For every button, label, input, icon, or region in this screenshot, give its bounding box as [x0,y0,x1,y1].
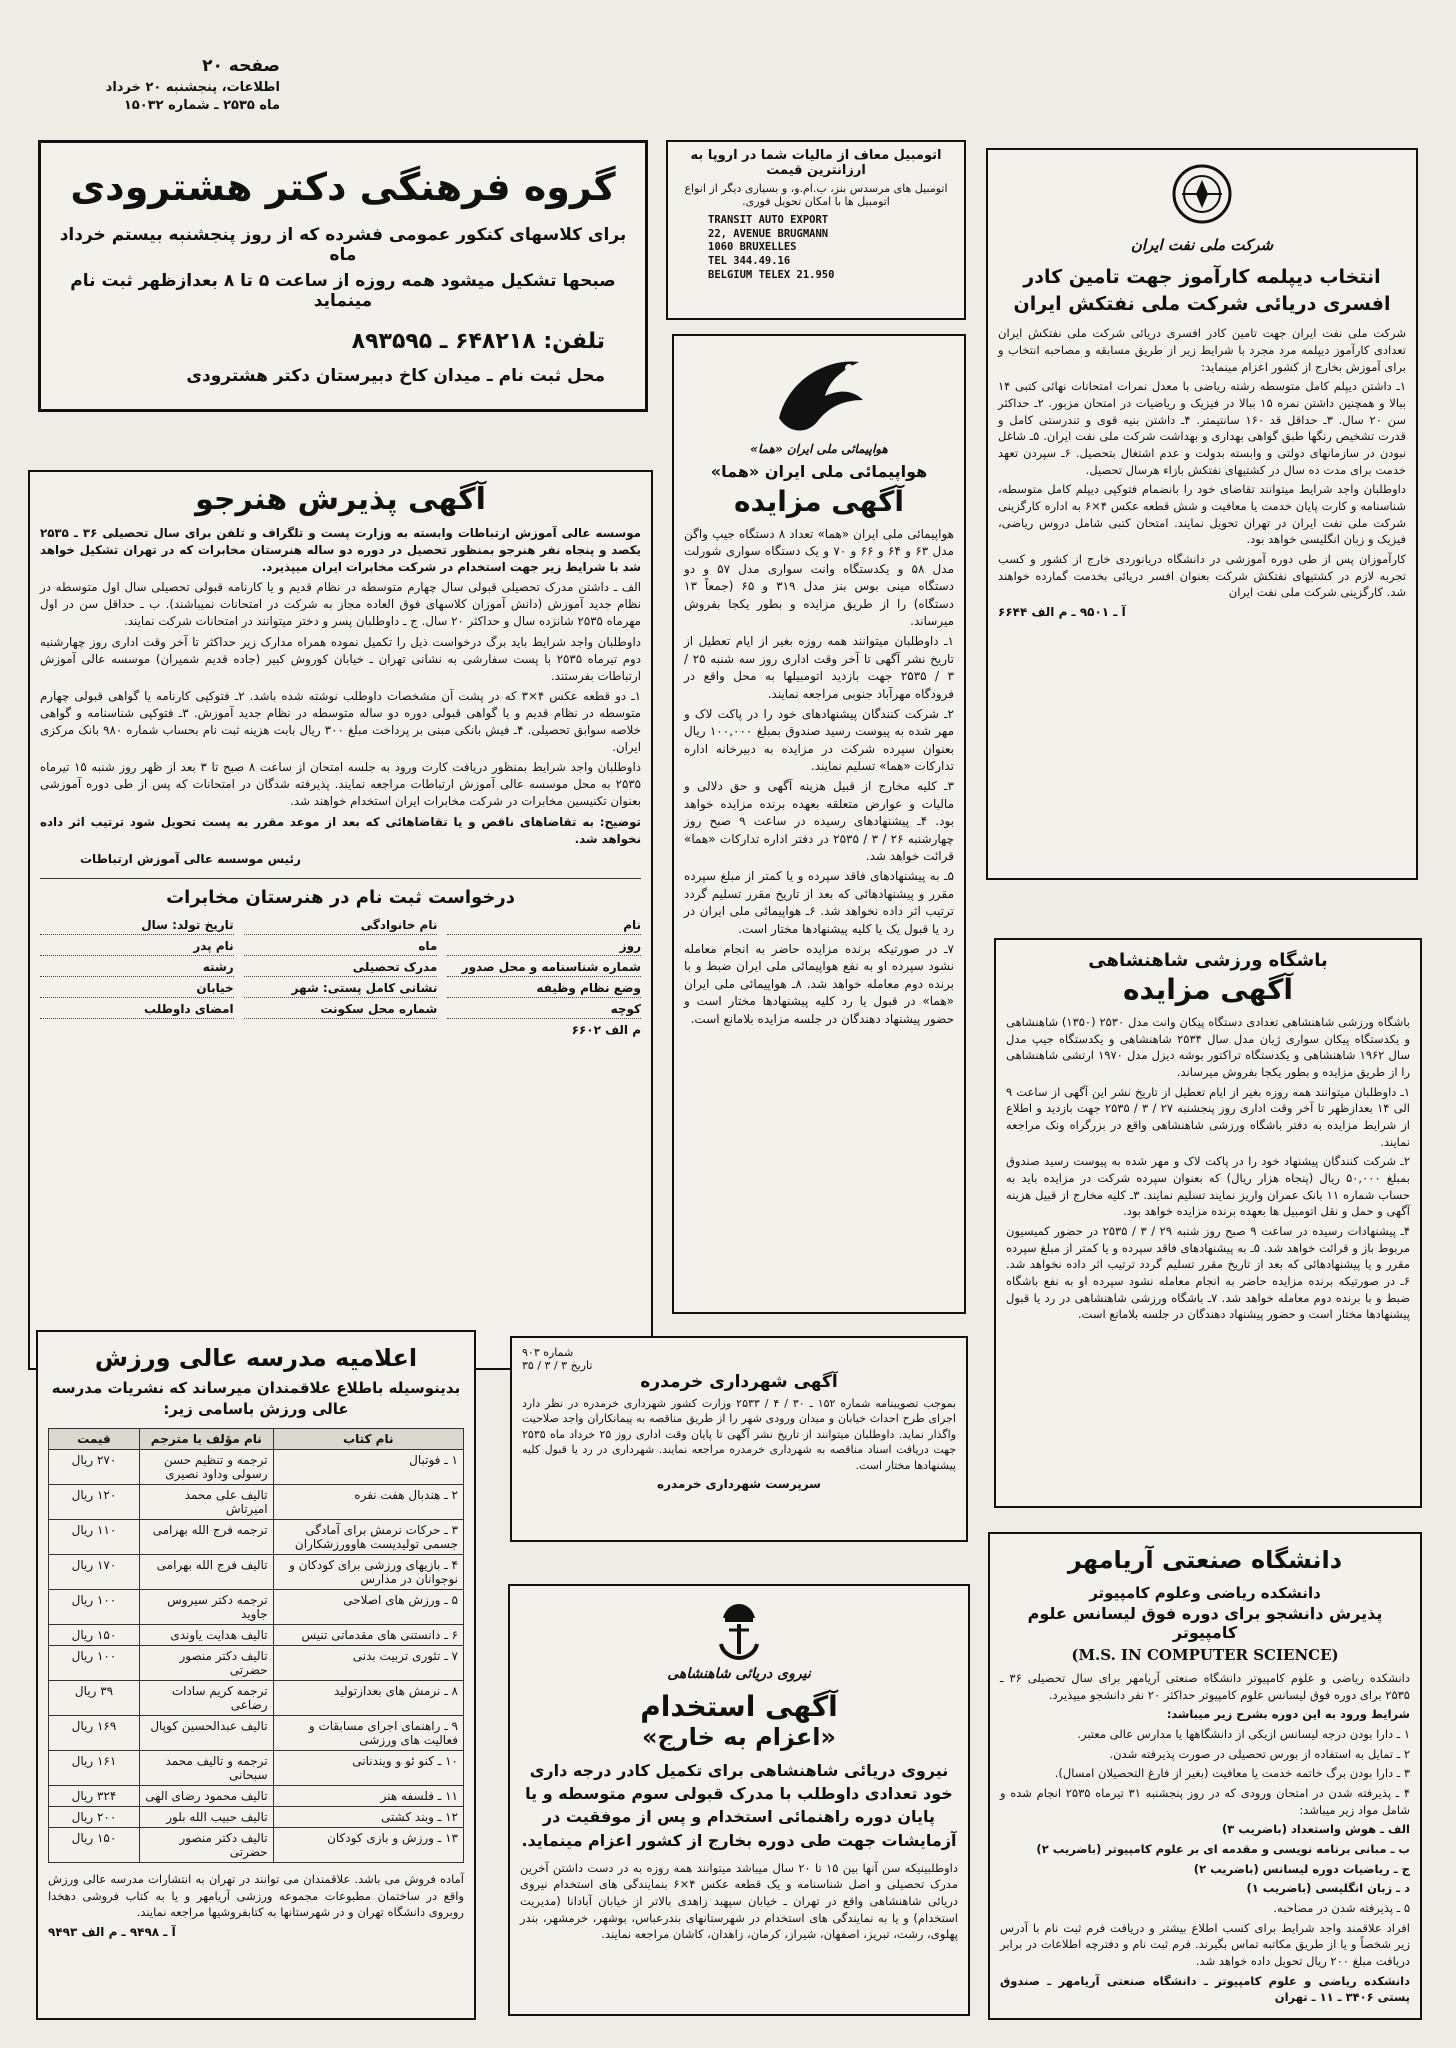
book-author: ترجمه کریم سادات رضاعی [140,1681,274,1716]
honarjoo-title: آگهی پذیرش هنرجو [195,482,486,517]
aryamehr-cond: ۲ ـ تمایل به استفاده از بورس تحصیلی در صورت پذیرفته شدن. [1109,1746,1410,1761]
navy-emblem-caption: نیروی دریائی شاهنشاهی [667,1666,811,1682]
auto-addr-line: BELGIUM TELEX 21.950 [708,268,835,281]
aryamehr-subject: الف ـ هوش واستعداد (باضریب ۳) [1222,1822,1410,1837]
aryamehr-title: دانشگاه صنعتی آریامهر [1067,1546,1343,1574]
oil-body: کارآموزان پس از طی دوره آموزشی در دانشگاه دریانوردی خارج از کشور و کسب تجربه لازم در کشتیهای نفتکش شرکت بعنوان افسر دریائی بخدمت گمارده خواهند شد. کارگزینی شرکت ملی نفت ایران [998,551,1406,600]
book-price: ۱۷۰ ریال [49,1555,140,1590]
form-field-month: ماه [244,939,438,956]
hashtroudi-address: محل ثبت نام ـ میدان کاخ دبیرستان دکتر هشترودی [186,366,605,386]
form-ref: م الف ۶۶۰۲ [571,1022,641,1037]
book-name: ۴ ـ بازیهای ورزشی برای کودکان و نوجوانان در مدارس [273,1555,463,1590]
aryamehr-cond: ۴ ـ پذیرفته شدن در امتحان ورودی که در روز پنجشنبه ۳۱ تیرماه ۲۵۳۵ انجام شده و شامل مواد زیر میباشد: [1000,1786,1410,1817]
aryamehr-university-ad [988,1532,1422,2020]
books-table-body [49,1450,464,1863]
book-author: تالیف عبدالحسین کوپال [140,1716,274,1751]
book-price: ۱۵۰ ریال [49,1625,140,1646]
homa-heading: هواپیمائی ملی ایران «هما» [710,462,928,481]
navy-body: داوطلبینیکه سن آنها بین ۱۵ تا ۲۰ سال میباشد میتوانند همه روزه به در دست داشتن آخرین مدرک تحصیلی و اصل شناسنامه و یک قطعه عکس ۴×۶ بنمایندگی های استخدام نیروی دریائی شاهنشاهی واقع در تهران ـ خیابان سپهبد زاهدی بالاتر از خیابان آبادانا (مدیریت استخدام) و یا به نمایندگی های استخدام در شهرستانهای بندرعباس، بوشهر، خرمشهر، بندر پهلوی، رشت، تبریز، اصفهان، شیراز، کرمان، زاهدان، کاشان مراجعه نمایند. [520,1860,958,1942]
book-author: ترجمه دکتر سیروس جاوید [140,1590,274,1625]
form-field-signature: امضای داوطلب [40,1002,234,1019]
oil-body: داوطلبان واجد شرایط میتوانند تقاضای خود را بانضمام فتوکپی دیپلم کامل متوسطه، شناسنامه و کارت پایان خدمت یا معافیت و شش قطعه عکس ۴×۶ به اداره کارگزینی شرکت ملی نفت ایران در تهران تحویل نمایند. امتحان کتبی شامل دروس ریاضی، فیزیک و زبان انگلیسی خواهد بود. [998,482,1406,547]
auto-addr-line: TRANSIT AUTO EXPORT [708,214,829,226]
aryamehr-cond: ۱ ـ دارا بودن درجه لیسانس ازیکی از دانشگاهها یا مدارس عالی معتبر. [1077,1727,1410,1742]
honarjoo-body: داوطلبان واجد شرایط باید برگ درخواست ذیل را تکمیل نموده همراه مدارک زیر حداکثر تا آخر وقت اداری روز چهارشنبه دوم تیرماه ۲۵۳۵ با پست سفارشی به نشانی تهران ـ خیابان کوروش کبیر (جاده قدیم شمیران) موسسه عالی آموزش ارتباطات بفرستند. [40,634,641,683]
book-price: ۳۲۴ ریال [49,1786,140,1807]
book-author: تالیف دکتر منصور حضرتی [140,1646,274,1681]
book-name: ۸ ـ نرمش های بعدازتولید [273,1681,463,1716]
aryamehr-intro: دانشکده ریاضی و علوم کامپیوتر دانشگاه صنعتی آریامهر برای سال تحصیلی ۳۶ ـ ۲۵۳۵ برای دوره فوق لیسانس علوم کامپیوتر حداکثر ۲۰ نفر دانشجو میپذیرد. [1000,1671,1410,1702]
hashtroudi-line2: صبحها تشکیل میشود همه روزه از ساعت ۵ تا ۸ بعدازظهر ثبت نام مینماید [70,271,616,311]
khorramdareh-date: تاریخ ۳ / ۳ / ۳۵ [522,1359,593,1372]
form-field-father: نام پدر [40,939,234,956]
homa-body: ۱ـ داوطلبان میتوانند همه روزه بغیر از ایام تعطیل از تاریخ نشر آگهی تا آخر وقت اداری روز سه شنبه ۲۵ / ۳ / ۲۵۳۵ جهت بازدید اتومبیلها به محل واقع در فرودگاه مهرآباد جنوبی مراجعه نمایند. [684,634,955,701]
honarjoo-body: موسسه عالی آموزش ارتباطات وابسته به وزارت پست و تلگراف و تلفن برای سال تحصیلی ۳۶ ـ ۲۵۳۵ یکصد و پنجاه نفر هنرجو بمنظور تحصیل در دوره دو ساله هنرستان مخابرات که در تهران تشکیل خواهد شد با شرایط زیر جهت استخدام در شرکت مخابرات ایران میپذیرد. [40,526,641,575]
book-price: ۱۱۰ ریال [49,1520,140,1555]
sport-school-ref: آ ـ ۹۴۹۸ ـ م الف ۹۴۹۳ [48,1925,176,1940]
hashtroudi-line1: برای کلاسهای کنکور عمومی فشرده که از روز پنجشنبه بیستم خرداد ماه [59,225,627,265]
books-col-name: نام کتاب [273,1429,463,1450]
aryamehr-apply: افراد علاقمند واجد شرایط برای کسب اطلاع بیشتر و دریافت فرم ثبت نام با آدرس زیر شخصاً و یا از طریق مکاتبه تماس بگیرند. فرم ثبت نام و دفترچه اطلاعات در برابر دریافت مبلغ ۲۰۰ ریال تحویل داده خواهد شد. [1000,1920,1410,1969]
auto-addr-line: 22, AVENUE BRUGMANN [708,227,829,240]
oil-company-ad [986,148,1418,880]
book-author: ترجمه و تالیف محمد سبحانی [140,1751,274,1786]
oil-ref: آ ـ ۹۵۰۱ ـ م الف ۶۶۴۴ [998,604,1126,619]
book-row [49,1786,464,1807]
auto-body: اتومبیل های مرسدس بنز، ب.ام.و، و بسیاری دیگر از انواع اتومبیل ها با امکان تحویل فوری. [684,182,948,208]
sports-club-auction-ad [994,938,1422,1508]
honarjoo-note: توضیح: به تقاضاهای ناقص و یا تقاضاهائی که بعد از موعد مقرر به پست تحویل شود ترتیب اثر داده نخواهد شد. [40,814,641,846]
aryamehr-subject: د ـ زبان انگلیسی (باضریب ۱) [1246,1881,1410,1896]
khorramdareh-ad [510,1336,968,1542]
book-price: ۱۰۰ ریال [49,1646,140,1681]
aryamehr-subject: ب ـ مبانی برنامه نویسی و مقدمه ای بر علوم کامپیوتر (باضریب ۲) [1036,1842,1410,1857]
issue-line: ماه ۲۵۳۵ ـ شماره ۱۵۰۳۲ [123,98,280,114]
form-field-alley: کوچه [447,1002,641,1019]
navy-subtitle: «اعزام به خارج» [641,1723,837,1751]
book-row [49,1450,464,1485]
form-field-birth: تاریخ تولد: سال [40,918,234,935]
auto-addr-line: 1060 BRUXELLES [708,241,797,254]
form-field-address: نشانی کامل پستی: شهر [244,981,438,998]
hashtroudi-phone: تلفن: ۶۴۸۲۱۸ ـ ۸۹۳۵۹۵ [351,329,605,354]
aryamehr-cond-head: شرایط ورود به این دوره بشرح زیر میباشد: [1166,1707,1410,1722]
book-name: ۲ ـ هندبال هفت نفره [273,1485,463,1520]
books-table [48,1428,464,1863]
book-name: ۱۲ ـ وبند کشتی [273,1807,463,1828]
oil-company-logo-icon [1162,162,1242,232]
navy-lead: نیروی دریائی شاهنشاهی برای تکمیل کادر درجه داری خود تعدادی داوطلب با مدرک قبولی سوم متوسطه و یا پایان دوره راهنمائی استخدام و پس از موفقیت در آزمایشات جهت طی دوره بخارج از کشور اعزام مینماید. [521,1761,957,1850]
book-author: تالیف علی محمد امیرتاش [140,1485,274,1520]
aryamehr-cond: ۳ ـ دارا بودن برگ خاتمه خدمت یا معافیت (بغیر از فارغ التحصیلان امسال). [1054,1766,1410,1781]
book-price: ۱۵۰ ریال [49,1828,140,1863]
honarjoo-body: داوطلبان واجد شرایط بمنظور دریافت کارت ورود به جلسه امتحان از ساعت ۸ صبح تا ۳ بعد از ظهر روز شنبه ۱۵ تیرماه ۲۵۳۵ به محل موسسه عالی آموزش ارتباطات مراجعه نمایند. پذیرفته شدگان در امتحانات که پس از طی دوره آموزشی بعنوان تکنیسین مخابرات در شرکت مخابرات ایران استخدام خواهند شد. [40,760,642,809]
book-row [49,1646,464,1681]
oil-title: انتخاب دیپلمه کارآموز جهت تامین کادر افسری دریائی شرکت ملی نفتکش ایران [1013,266,1391,315]
sports-club-body: ۴ـ پیشنهادات رسیده در ساعت ۹ صبح روز شنبه ۲۹ / ۳ / ۲۵۳۵ در حضور کمیسیون مربوط باز و قرائت خواهد شد. ۵ـ به پیشنهادهای فاقد سپرده و یا کمتر از مبلغ سپرده مقرر و یا پیشنهادهائی که بعد از تاریخ مقرر تسلیم گردد ترتیب اثر داده نخواهد شد. ۶ـ در صورتیکه برنده مزایده حاضر به انجام معامله نشود سپرده او به نفع باشگاه ضبط و با برنده دوم معامله خواهد شد. ۷ـ باشگاه ورزشی شاهنشاهی در رد یا قبول پیشنهادها مختار است و حضور پیشنهاد دهندگان در جلسه بلامانع است. [1006,1224,1411,1322]
form-field-name: نام [447,918,641,935]
honarjoo-admission-ad [28,470,653,1370]
form-title: درخواست ثبت نام در هنرستان مخابرات [166,886,515,908]
sports-club-subtitle: آگهی مزایده [1122,973,1293,1006]
book-name: ۹ ـ راهنمای اجرای مسابقات و فعالیت های ورزشی [273,1716,463,1751]
honarjoo-body: ۱ـ دو قطعه عکس ۴×۳ که در پشت آن مشخصات داوطلب نوشته شده باشد. ۲ـ فتوکپی کارنامه یا گواهی قبولی چهارم متوسطه در نظام قدیم و یا گواهی قبولی دوره دو ساله متوسطه در نظام جدید آموزش. ۳ـ فتوکپی شناسنامه و گواهی خلاصه سوابق تحصیلی. ۴ـ فیش بانکی مبنی بر پرداخت مبلغ ۳۰۰ ریال بابت هزینه ثبت نام بحساب شماره ۹۸۰ بانک مرکزی ایران. [40,688,642,755]
book-author: تالیف هدایت یاوندی [140,1625,274,1646]
form-field-house: شماره محل سکونت [244,1002,438,1019]
navy-anchor-emblem-icon [709,1598,769,1662]
book-price: ۳۹ ریال [49,1681,140,1716]
book-name: ۱۳ ـ ورزش و بازی کودکان [273,1828,463,1863]
form-field-day: روز [447,939,641,956]
book-name: ۱ ـ فوتبال [273,1450,463,1485]
books-col-author: نام مؤلف یا مترجم [140,1429,274,1450]
homa-title: آگهی مزایده [733,485,904,518]
date-line: اطلاعات، پنجشنبه ۲۰ خرداد [105,79,280,95]
book-author: ترجمه و تنظیم حسن رسولی وداود نصیری [140,1450,274,1485]
auto-address [678,214,954,282]
khorramdareh-body: بموجب تصویبنامه شماره ۱۵۲ ـ ۳۰ / ۴ / ۲۵۳۳ وزارت کشور شهرداری خرمدره در نظر دارد اجرای طرح احداث خیابان و میدان ورودی شهر را از طریق مناقصه به پیمانکاران واجد صلاحیت واگذار نماید. داوطلبان میتوانند از تاریخ نشر آگهی تا پایان وقت اداری روز ۲۵ خرداد ماه ۲۵۳۵ جهت دریافت اسناد مناقصه به شهرداری خرمدره مراجعه نمایند. شهرداری در رد یا قبول کلیه پیشنهادها مختار است. [522,1397,957,1472]
books-col-price: قیمت [49,1429,140,1450]
khorramdareh-signature: سرپرست شهرداری خرمدره [657,1476,821,1491]
book-row [49,1751,464,1786]
sports-club-body: ۲ـ شرکت کنندگان پیشنهاد خود را در پاکت لاک و مهر شده به پیوست رسید صندوق بمبلغ ۵۰,۰۰۰ ریال (پنجاه هزار ریال) که بعنوان سپرده شرکت در مزایده باید به حساب شماره ۱۱ بانک عمران واریز نمایند تسلیم نمایند. ۳ـ کلیه مخارج از قبیل هزینه آگهی و حمل و نقل اتومبیل ها بعهده برنده مزایده خواهد بود. [1006,1154,1410,1219]
page-masthead [40,54,280,116]
honarjoo-body: الف ـ داشتن مدرک تحصیلی قبولی سال چهارم متوسطه در نظام قدیم و یا کارنامه قبولی تحصیلی سال اول متوسطه در نظام جدید آموزش (دانش آموزان کلاسهای فوق العاده مجاز به شرکت در امتحانات نمیباشند). ب ـ حداقل سن در اول مهرماه ۲۵۳۵ شانزده سال و حداکثر ۲۰ سال. ج ـ داوطلبان پسر و دختر میتوانند در امتحانات شرکت نمایند. [40,580,641,629]
book-row [49,1828,464,1863]
form-field-id: شماره شناسنامه و محل صدور [447,960,641,977]
registration-form [40,878,641,1037]
book-author: تالیف حبیب الله بلور [140,1807,274,1828]
book-price: ۱۶۱ ریال [49,1751,140,1786]
oil-body: ۱ـ داشتن دیپلم کامل متوسطه رشته ریاضی با معدل نمرات امتحانات نهائی کتبی ۱۴ ببالا و همچنین داشتن نمره ۱۵ ببالا در فیزیک و ریاضیات در امتحان مزبور. ۲ـ حداکثر سن ۲۰ سال. ۳ـ حداقل قد ۱۶۰ سانتیمتر. ۴ـ داشتن بنیه قوی و تندرستی کامل و قدرت تشخیص رنگها طبق گواهی بهداری و بهداشت شرکت ملی نفت ایران. ۵ـ شاغل نبودن در سازمانهای دولتی و وابسته بدولت و عدم اشتغال بتحصیل. ۶ـ سپردن تعهد خدمت برای مدت ده سال در کشتیهای نفتکش بازاء هرسال تحصیل. [998,379,1407,477]
aryamehr-subtitle2: پذیرش دانشجو برای دوره فوق لیسانس علوم کامپیوتر [1027,1604,1383,1642]
aryamehr-cond: ۵ ـ پذیرفته شدن در مصاحبه. [1273,1901,1410,1916]
sports-club-body: باشگاه ورزشی شاهنشاهی تعدادی دستگاه پیکان وانت مدل ۲۵۳۰ (۱۳۵۰) شاهنشاهی و یکدستگاه پیکان سواری ژیان مدل سال ۲۵۳۴ شاهنشاهی و یکدستگاه جیپ مدل سال ۱۹۶۲ شاهنشاهی و یکدستگاه تراکتور بوشه دیزل مدل ۱۹۷۰ ارتشی شاهنشاهی را از طریق مزایده و بطور یکجا بفروش میرساند. [1006,1015,1411,1080]
book-price: ۱۶۹ ریال [49,1716,140,1751]
form-field-street: خیابان [40,981,234,998]
sport-school-announcement [36,1330,476,2020]
honarjoo-signature: رئیس موسسه عالی آموزش ارتباطات [80,851,301,866]
book-author: ترجمه فرج الله بهرامی [140,1520,274,1555]
book-row [49,1716,464,1751]
homa-bird-logo-icon [759,348,879,438]
sport-school-intro: بدینوسیله باطلاع علاقمندان میرساند که نشریات مدرسه عالی ورزش باسامی زیر: [51,1379,461,1418]
oil-logo-caption: شرکت ملی نفت ایران [1130,236,1274,254]
sport-school-title: اعلامیه مدرسه عالی ورزش [94,1344,418,1372]
book-price: ۱۲۰ ریال [49,1485,140,1520]
book-name: ۱۰ ـ کنو ئو و ویندنانی [273,1751,463,1786]
sport-school-footer: آماده فروش می باشد. علاقمندان می توانند در تهران به انتشارات مدرسه عالی ورزش واقع در ساختمان مطبوعات مجموعه ورزشی آریامهر و یا به کتاب فروشی دهخدا روبروی دانشگاه تهران و در شهرستانها به کتابفروشیها مراجعه نمایند. [48,1872,464,1920]
form-field-degree: مدرک تحصیلی [244,960,438,977]
homa-body: ۳ـ کلیه مخارج از قبیل هزینه آگهی و حق دلالی و مالیات و عوارض متعلقه بعهده برنده مزایده خواهد بود. ۴ـ پیشنهادهای رسیده در ساعت ۹ صبح روز چهارشنبه ۲۶ / ۳ / ۲۵۳۵ در دفتر اداره تدارکات «هما» قرائت خواهد شد. [684,779,954,864]
oil-body: شرکت ملی نفت ایران جهت تامین کادر افسری دریائی شرکت ملی نفتکش ایران تعدادی کارآموز دیپلمه مرد مجرد با شرایط زیر از طریق مسابقه و مصاحبه انتخاب و برای آموزش بخارج از کشور اعزام مینماید: [998,326,1406,374]
navy-employment-ad [508,1584,970,2016]
homa-body: ۷ـ در صورتیکه برنده مزایده حاضر به انجام معامله نشود سپرده او به نفع هواپیمائی ملی ایران ضبط و با برنده دوم معامله خواهد شد. ۸ـ هواپیمائی ملی ایران «هما» در قبول یا رد کلیه پیشنهادها مختار است و حضور پیشنهاد دهندگان در جلسه مزایده بلامانع است. [684,941,954,1026]
homa-body: ۵ـ به پیشنهادهای فاقد سپرده و یا کمتر از مبلغ سپرده مقرر و پیشنهادهائی که بعد از تاریخ مقرر تسلیم گردد ترتیب اثر داده نخواهد شد. ۶ـ هواپیمائی ملی ایران در رد یا قبول یک یا کلیه پیشنهادها مختار است. [684,869,955,936]
book-row [49,1625,464,1646]
aryamehr-subtitle1: دانشکده ریاضی وعلوم کامپیوتر [1089,1584,1321,1602]
book-author: تالیف فرج الله بهرامی [140,1555,274,1590]
aryamehr-english: (M.S. IN COMPUTER SCIENCE) [1071,1646,1339,1664]
hashtroudi-ad [38,140,648,412]
form-field-service: وضع نظام وظیفه [447,981,641,998]
book-price: ۱۰۰ ریال [49,1590,140,1625]
book-price: ۲۷۰ ریال [49,1450,140,1485]
sports-club-body: ۱ـ داوطلبان میتوانند همه روزه بغیر از ایام تعطیل از تاریخ نشر این آگهی از ساعت ۹ الی ۱۴ بعدازظهر تا آخر وقت اداری روز پنجشنبه ۲۷ / ۳ / ۲۵۳۵ جهت بازدید و اطلاع از شرایط مزایده به دفتر باشگاه ورزشی شاهنشاهی واقع در بزرگراه ونک مراجعه نمایند. [1006,1084,1410,1149]
book-name: ۱۱ ـ فلسفه هنر [273,1786,463,1807]
aryamehr-subject: ج ـ ریاضیات دوره لیسانس (باضریب ۲) [1193,1861,1410,1876]
form-field-field: رشته [40,960,234,977]
auto-addr-line: TEL 344.49.16 [708,254,791,267]
auto-title: اتومبیل معاف از مالیات شما در اروپا به ارزانترین قیمت [690,148,942,178]
book-author: تالیف محمود رضای الهی [140,1786,274,1807]
khorramdareh-title: آگهی شهرداری خرمدره [640,1372,838,1392]
book-row [49,1681,464,1716]
book-price: ۲۰۰ ریال [49,1807,140,1828]
book-name: ۶ ـ دانستنی های مقدماتی تنیس [273,1625,463,1646]
page-number: صفحه ۲۰ [202,56,280,76]
book-name: ۳ ـ حرکات نرمش برای آمادگی جسمی تولیدیست هاوورزشکاران [273,1520,463,1555]
khorramdareh-num: شماره ۹۰۳ [522,1346,574,1359]
homa-body: هواپیمائی ملی ایران «هما» تعداد ۸ دستگاه جیپ واگن مدل ۶۳ و ۶۴ و ۶۶ و ۷۰ و یک دستگاه سواری شورلت مدل ۵۸ و یکدستگاه وانت سواری مدل ۵۷ و دو دستگاه مینی بوس بنز مدل ۳۱۹ و ۶۵ (جمعاً ۱۳ دستگاه) را از طریق مزایده و بطور یکجا بفروش میرساند. [684,527,954,628]
aryamehr-address: دانشکده ریاضی و علوم کامپیوتر ـ دانشگاه صنعتی آریامهر ـ صندوق پستی ۳۴۰۶ ـ ۱۱ ـ تهران [1000,1973,1410,2005]
homa-logo-caption: هواپیمائی ملی ایران «هما» [750,442,888,456]
book-row [49,1807,464,1828]
book-row [49,1520,464,1555]
book-name: ۷ ـ تئوری تربیت بدنی [273,1646,463,1681]
form-field-family: نام خانوادگی [244,918,438,935]
sports-club-title: باشگاه ورزشی شاهنشاهی [1088,950,1328,971]
book-name: ۵ ـ ورزش های اصلاحی [273,1590,463,1625]
book-row [49,1485,464,1520]
books-table-header [49,1429,464,1450]
homa-auction-ad [672,334,966,1314]
book-row [49,1590,464,1625]
book-row [49,1555,464,1590]
navy-title: آگهی استخدام [640,1690,838,1723]
auto-export-ad [666,140,966,320]
book-author: تالیف دکتر منصور حضرتی [140,1828,274,1863]
hashtroudi-title: گروه فرهنگی دکتر هشترودی [70,165,616,209]
homa-body: ۲ـ شرکت کنندگان پیشنهادهای خود را در پاکت لاک و مهر شده به پیوست رسید صندوق بمبلغ ۱۰۰,۰۰۰ ریال بعنوان سپرده شرکت در مزایده به دبیرخانه اداره تدارکات «هما» تسلیم نمایند. [684,706,954,774]
